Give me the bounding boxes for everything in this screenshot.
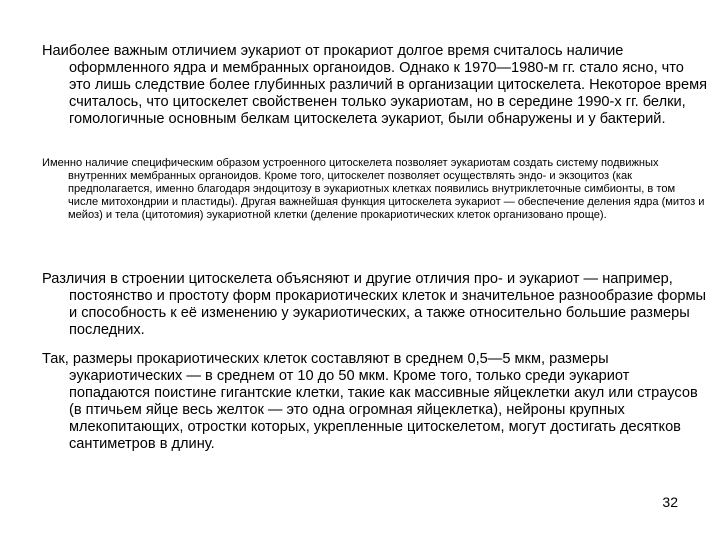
paragraph-cell-sizes: Так, размеры прокариотических клеток составляют в среднем 0,5—5 мкм, размеры эукариотических — в среднем от 10 до 50 мкм. Кроме того, только среди эукариот попадаются поистине гигантские клетки, такие как массивные яйцеклетки акул или страусов (в птичьем яйце весь желток — это одна огромная яйцеклетка), нейроны крупных млекопитающих, отростки которых, укрепленные цитоскелетом, могут достигать десятков сантиметров в длину. bbox=[42, 351, 698, 453]
paragraph-eukaryote-prokaryote-difference: Наиболее важным отличием эукариот от прокариот долгое время считалось наличие оформленного ядра и мембранных органоидов. Однако к 1970—1980-м гг. стало ясно, что это лишь следствие более глубинных различий в организации цитоскелета. Некоторое время считалось, что цитоскелет свойственен только эукариотам, но в середине 1990-х гг. белки, гомологичные основным белкам цитоскелета эукариот, были обнаружены и у бактерий. bbox=[42, 43, 708, 128]
paragraph-cytoskeleton-functions: Именно наличие специфическим образом устроенного цитоскелета позволяет эукариотам создать систему подвижных внутренних мембранных органоидов. Кроме того, цитоскелет позволяет осуществлять эндо- и экзоцитоз (как предполагается, именно благодаря эндоцитозу в эукариотных клетках появились внутриклеточные симбионты, в том числе митохондрии и пластиды). Другая важнейшая функция цитоскелета эукариот — обеспечение деления ядра (митоз и мейоз) и тела (цитотомия) эукариотной клетки (деление прокариотических клеток организовано проще). bbox=[42, 157, 705, 221]
paragraph-cytoskeleton-differences: Различия в строении цитоскелета объясняют и другие отличия про- и эукариот — например, постоянство и простоту форм прокариотических клеток и значительное разнообразие формы и способность к её изменению у эукариотических, а также относительно большие размеры последних. bbox=[42, 271, 707, 339]
page-number: 32 bbox=[662, 494, 678, 510]
